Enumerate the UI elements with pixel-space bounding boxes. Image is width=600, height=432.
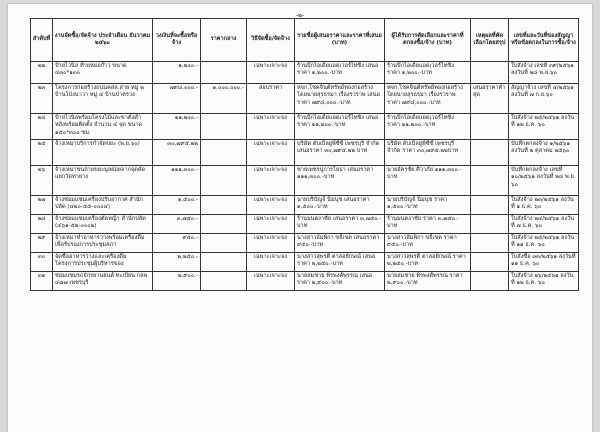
row-reason — [471, 253, 509, 272]
row-mid-price: ๑,๐๐๐,๐๐๐.- — [201, 84, 247, 114]
table-row — [31, 62, 579, 84]
table-row — [31, 84, 579, 114]
procurement-table — [30, 18, 579, 291]
row-contract: สัญญาจ้าง เลขที่ ๔/๒๕๖๑ ลงวันที่ ๗ ก.ย.๖๐ — [509, 84, 579, 114]
row-item: ซ่อมแซมรถจักรยานยนต์ ทะเบียน กลพ ๔๗๗ เพชรบุรี — [53, 272, 153, 291]
row-method: เฉพาะเจาะจง — [247, 114, 295, 140]
table-header-row — [31, 19, 579, 62]
row-budget: ๑,๒๐๐.- — [153, 62, 201, 84]
row-method: เฉพาะเจาะจง — [247, 253, 295, 272]
row-budget: ๓,๗๕๐.- — [153, 215, 201, 234]
row-bidders: นางสาวอัมพิกา ขจีเขต เสนอราคา ๙๕๐.-บาท — [295, 234, 385, 253]
row-item: โครงการก่อสร้างถนนคสล.สาย หมู่ ๒ บ้านโป่งนาวา หมู่ ๔ บ้านป่าตรวง — [53, 84, 153, 114]
row-winner: นายอัครชัย ศิวาภัย ๑๑๑,๓๐๐.-บาท — [385, 166, 471, 196]
table-row — [31, 234, 579, 253]
row-item: ป้ายไวนิล ท้ายหมอก๊าว ขนาด ๔๓๐*๑๓๐ — [53, 62, 153, 84]
row-method: เฉพาะเจาะจง — [247, 196, 295, 215]
row-no: ๒๕ — [31, 140, 53, 166]
row-no: ๓๑ — [31, 272, 53, 291]
row-mid-price — [201, 234, 247, 253]
row-item: ป้ายไวนิลพร้อมโครงไม้และขาตั้งค้ำ หลังพร้อมติดตั้ง จำนวน ๔ จุด ขนาด ๑๕๐*๓๐๐ ซม. — [53, 114, 153, 140]
row-method: เฉพาะเจาะจง — [247, 234, 295, 253]
header-bidders: รายชื่อผู้เสนอราคาและราคาที่เสนอ (บาท) — [295, 19, 385, 62]
row-mid-price — [201, 196, 247, 215]
row-reason — [471, 62, 509, 84]
row-method: เฉพาะเจาะจง — [247, 272, 295, 291]
row-reason — [471, 140, 509, 166]
header-item: งานจัดซื้อ/จัดจ้าง ประจำเดือน ธันวาคม ๒๕๖๐ — [53, 19, 153, 62]
row-budget: ๒,๙๐๐.- — [153, 272, 201, 291]
header-reason: เหตุผลที่คัดเลือกโดยสรุป — [471, 19, 509, 62]
row-budget: ๒,๒๕๐.- — [153, 253, 201, 272]
row-winner: บริษัท ดับเบิ้ลยูพีซีซี เพชรบุรี จำกัด ราคา ๓๐,๗๙๕.๒๒บาท — [385, 140, 471, 166]
table-row — [31, 196, 579, 215]
row-mid-price — [201, 253, 247, 272]
row-winner: นายบริบัญจ์ นิ่มนุช ราคา ๑,๕๐๐.-บาท — [385, 196, 471, 215]
row-reason — [471, 196, 509, 215]
row-budget: ๙๕๐.- — [153, 234, 201, 253]
row-bidders: นางสาวสุพรตี ตาลอยักษณ์ เสนอราคา ๒,๒๕๐.-บาท — [295, 253, 385, 272]
row-bidders: บริษัท ดับเบิ้ลยูพีซีซี เพชรบุรี จำกัด เสนอราคา ๓๐,๗๙๕.๒๒ บาท — [295, 140, 385, 166]
row-bidders: ร้านบิ๊กไอเดียแอดเวอร์ไทซิ่ง เสนอราคา ๑๑,๒๐๐.-บาท — [295, 114, 385, 140]
row-item: จัดซื้ออาหารว่างและเครื่องดื่ม โครงการประชุมผู้บริหารของ — [53, 253, 153, 272]
row-item: จ้างซ่อมแซมเครื่องตัดหญ้า สำนักปลัด (๔๖๑-๕๒-๐๐๐๒) — [53, 215, 153, 234]
row-winner: ร้านบิ๊กไอเดียแอดเวอร์ไทซิ่ง ราคา ๑๑,๒๐๐.-บาท — [385, 114, 471, 140]
header-mid-price: ราคากลาง — [201, 19, 247, 62]
row-contract: ใบสั่งจ้าง ๒๔/๒๕๖๑ ลงวันที่ ๗ ธ.ค. ๖๐ — [509, 215, 579, 234]
row-budget: ๑,๕๐๐.- — [153, 196, 201, 215]
header-contract: เลขที่และวันที่ของสัญญาหรือข้อตกลงในการซื้อ/จ้าง — [509, 19, 579, 62]
table-row — [31, 166, 579, 196]
row-item: จ้างซ่อมแซมเครื่องปรับอากาศ สำนักปลัด (๔๒๐-๕๕-๐๐๐๔) — [53, 196, 153, 215]
row-mid-price — [201, 215, 247, 234]
row-winner: ร้านบิ๊กไอเดียแอดเวอร์ไทซิ่ง ราคา ๑,๒๐๐.-บาท — [385, 62, 471, 84]
row-mid-price — [201, 114, 247, 140]
row-reason — [471, 234, 509, 253]
row-budget: ๓๐,๗๙๕.๒๒ — [153, 140, 201, 166]
row-method: เฉพาะเจาะจง — [247, 140, 295, 166]
row-no: ๒๙ — [31, 234, 53, 253]
row-mid-price — [201, 140, 247, 166]
row-reason — [471, 166, 509, 196]
row-contract: ใบสั่งจ้าง ๒๕/๒๕๖๑ ลงวันที่ ๑๑ ธ.ค. ๖๐ — [509, 234, 579, 253]
row-reason — [471, 215, 509, 234]
row-no: ๒๔ — [31, 114, 53, 140]
row-contract: ใบสั่งจ้าง ๒๕/๒๕๖๑ ลงวันที่ ๑๒ ธ.ค. ๖๐ — [509, 114, 579, 140]
row-method: เฉพาะเจาะจง — [247, 215, 295, 234]
row-method: เฉพาะเจาะจง — [247, 166, 295, 196]
row-method: เฉพาะเจาะจง — [247, 62, 295, 84]
row-mid-price — [201, 272, 247, 291]
row-budget: ๗๙๘,๐๐๐.- — [153, 84, 201, 114]
header-winner: ผู้ได้รับการคัดเลือกและราคาที่ตกลงซื้อ/จ้าง (บาท) — [385, 19, 471, 62]
row-winner: นางสาวสุพรตี ตาลอยักษณ์ ราคา ๒,๒๕๐.-บาท — [385, 253, 471, 272]
row-no: ๒๖ — [31, 166, 53, 196]
table-row — [31, 114, 579, 140]
row-winner: หจก.โชคจินต์ทรัพย์ทองก่อสร้าง โดยนายสุรธรมา เรืองรวราพ ราคา ๗๙๘,๐๐๐.-บาท — [385, 84, 471, 114]
row-method: สอบราคา — [247, 84, 295, 114]
row-bidders: นายสมชาย พิรพงศ์พรรณ เสนอราคา ๒,๙๐๐.-บาท — [295, 272, 385, 291]
row-no: ๒๘ — [31, 215, 53, 234]
row-bidders: ร้านมนตงาชัย เสนอราคา ๓,๗๕๐.-บาท — [295, 215, 385, 234]
row-budget: ๑๑,๒๐๐.- — [153, 114, 201, 140]
row-bidders: ชายเพชรนู่การโยธา เสนอราคา ๑๑๑,๓๐๐.-บาท — [295, 166, 385, 196]
row-no: ๓๐ — [31, 253, 53, 272]
row-no: ๒๗ — [31, 196, 53, 215]
header-budget: วงเงินที่จะซื้อหรือจ้าง — [153, 19, 201, 62]
header-no: ลำดับที่ — [31, 19, 53, 62]
row-bidders: หจก.โชคจินต์ทรัพย์ทองก่อสร้าง โดยนายสุรธรมา เรืองรวราพ เสนอราคา ๗๙๘,๐๐๐.-บาท — [295, 84, 385, 114]
row-winner: นางสาวอัมพิกา ขจีเขต ราคา ๙๕๐.-บาท — [385, 234, 471, 253]
row-item: จ้างเหมาขนถ่ายขยะมูลฝอยจากจุดคัดแยกวัดท่ายาง — [53, 166, 153, 196]
table-row — [31, 272, 579, 291]
row-reason: เสนอราคาต่ำสุด — [471, 84, 509, 114]
row-contract: ใบสั่งซื้อ ๓๓/๒๕๖๑ ลงวันที่ ๑๑ ธ.ค. ๖๐ — [509, 253, 579, 272]
row-winner: นายสมชาย พิรพงศ์พรรณ ราคา ๒,๙๐๐.-บาท — [385, 272, 471, 291]
row-no: ๒๒ — [31, 62, 53, 84]
row-contract: ใบสั่งจ้าง ๒๓/๒๕๖๑ ลงวันที่ ๑ ธ.ค. ๖๐ — [509, 196, 579, 215]
row-reason — [471, 114, 509, 140]
row-mid-price — [201, 166, 247, 196]
row-contract: บันทึกตกลงจ้าง เลขที่ ๑๐/๒๕๖๑ ลงวันที่ ๒๘ พ.ย. ๖๐ — [509, 166, 579, 196]
row-bidders: นายบริบัญจ์ นิ่มนุช เสนอราคา ๑,๕๐๐.-บาท — [295, 196, 385, 215]
row-item: จ้างเหมาทำอาหารว่างพร้อมเครื่องดื่ม เพื่อรับรองการประชุมสภา — [53, 234, 153, 253]
row-reason — [471, 272, 509, 291]
document-page — [8, 4, 592, 432]
row-budget: ๑๑๑,๓๐๐.- — [153, 166, 201, 196]
header-method: วิธีจัดซื้อ/จัดจ้าง — [247, 19, 295, 62]
row-contract: ใบสั่งจ้าง ๒๖/๒๕๖๑ ลงวันที่ ๑๒ ธ.ค. ๖๐ — [509, 272, 579, 291]
row-no: ๒๓ — [31, 84, 53, 114]
table-row — [31, 140, 579, 166]
row-item: จ้างเหมาบริการกำจัดขยะ (พ.ย.๖๐) — [53, 140, 153, 166]
row-winner: ร้านมนตงาชัย ราคา ๓,๗๕๐.-บาท — [385, 215, 471, 234]
row-bidders: ร้านบิ๊กไอเดียแอดเวอร์ไทซิ่ง เสนอราคา ๑,๒๐๐.-บาท — [295, 62, 385, 84]
row-contract: บันทึกตกลงจ้าง ๑/๒๕๖๑ ลงวันที่ ๒ ตุลาคม ๒๕๖๐ — [509, 140, 579, 166]
table-row — [31, 253, 579, 272]
row-mid-price — [201, 62, 247, 84]
table-row — [31, 215, 579, 234]
row-contract: ใบสั่งจ้าง เลขที่ ๓๙/๒๕๖๑ ลงวันที่ ๒๘ พ.ย.๖๐ — [509, 62, 579, 84]
page-number: -๒- — [295, 12, 305, 19]
